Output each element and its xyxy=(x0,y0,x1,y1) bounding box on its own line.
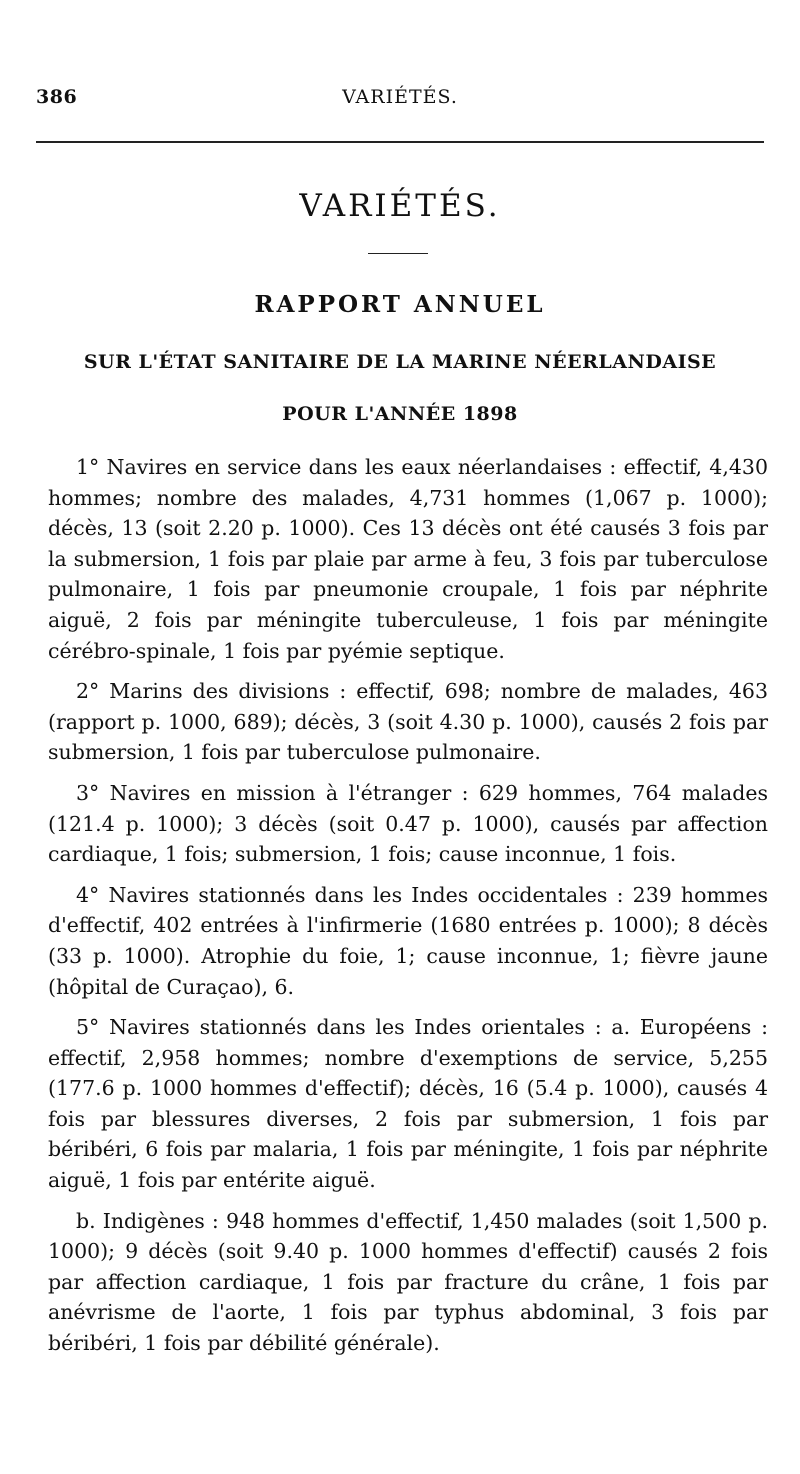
page-title: VARIÉTÉS. xyxy=(299,188,501,224)
running-title: VARIÉTÉS. xyxy=(342,86,458,108)
paragraph-marins-divisions: 2° Marins des divisions : effectif, 698; nombre de malades, 463 (rapport p. 1000, 689); décès, 3 (soit 4.30 p. 1000), causés 2 fois par submersion, 1 fois par tuberculose pulmonaire. xyxy=(48,679,768,765)
paragraph-navires-eaux-neerlandaises: 1° Navires en service dans les eaux néerlandaises : effectif, 4,430 hommes; nombre des malades, 4,731 hommes (1,067 p. 1000); décès, 13 (soit 2.20 p. 1000). Ces 13 décès ont été causés 3 fois par la submersion, 1 fois par plaie par arme à feu, 3 fois par tuberculose pulmonaire, 1 fois par pneumonie croupale, 1 fois par néphrite aiguë, 2 fois par méningite tuberculeuse, 1 fois par méningite cérébro-spinale, 1 fois par pyémie septique. xyxy=(48,455,768,663)
body-text xyxy=(48,452,768,1369)
paragraph-indes-occidentales: 4° Navires stationnés dans les Indes occidentales : 239 hommes d'effectif, 402 entrées à l'infirmerie (1680 entrées p. 1000); 8 décès (33 p. 1000). Atrophie du foie, 1; cause inconnue, 1; fièvre jaune (hôpital de Curaçao), 6. xyxy=(48,882,768,999)
report-title: RAPPORT ANNUEL xyxy=(254,291,546,318)
title-divider xyxy=(368,253,428,254)
paragraph-navires-mission-etranger: 3° Navires en mission à l'étranger : 629 hommes, 764 malades (121.4 p. 1000); 3 décès (soit 0.47 p. 1000), causés par affection cardiaque, 1 fois; submersion, 1 fois; cause inconnue, 1 fois. xyxy=(48,780,768,867)
paragraph-indes-orientales-europeens: 5° Navires stationnés dans les Indes orientales : a. Européens : effectif, 2,958 hommes; nombre d'exemptions de service, 5,255 (177.6 p. 1000 hommes d'effectif); décès, 16 (5.4 p. 1000), causés 4 fois par blessures diverses, 2 fois par submersion, 1 fois par béribéri, 6 fois par malaria, 1 fois par méningite, 1 fois par néphrite aiguë, 1 fois par entérite aiguë. xyxy=(48,1015,768,1193)
page-number: 386 xyxy=(36,86,78,108)
running-header xyxy=(36,86,764,116)
paragraph-indigenes: b. Indigènes : 948 hommes d'effectif, 1,450 malades (soit 1,500 p. 1000); 9 décès (soit 9.40 p. 1000 hommes d'effectif) causés 2 fois par affection cardiaque, 1 fois par fracture du crâne, 1 fois par anévrisme de l'aorte, 1 fois par typhus abdominal, 3 fois par béribéri, 1 fois par débilité générale). xyxy=(48,1208,768,1356)
report-year: POUR L'ANNÉE 1898 xyxy=(282,403,518,425)
report-subtitle: SUR L'ÉTAT SANITAIRE DE LA MARINE NÉERLANDAISE xyxy=(83,351,717,373)
header-rule xyxy=(36,141,764,143)
